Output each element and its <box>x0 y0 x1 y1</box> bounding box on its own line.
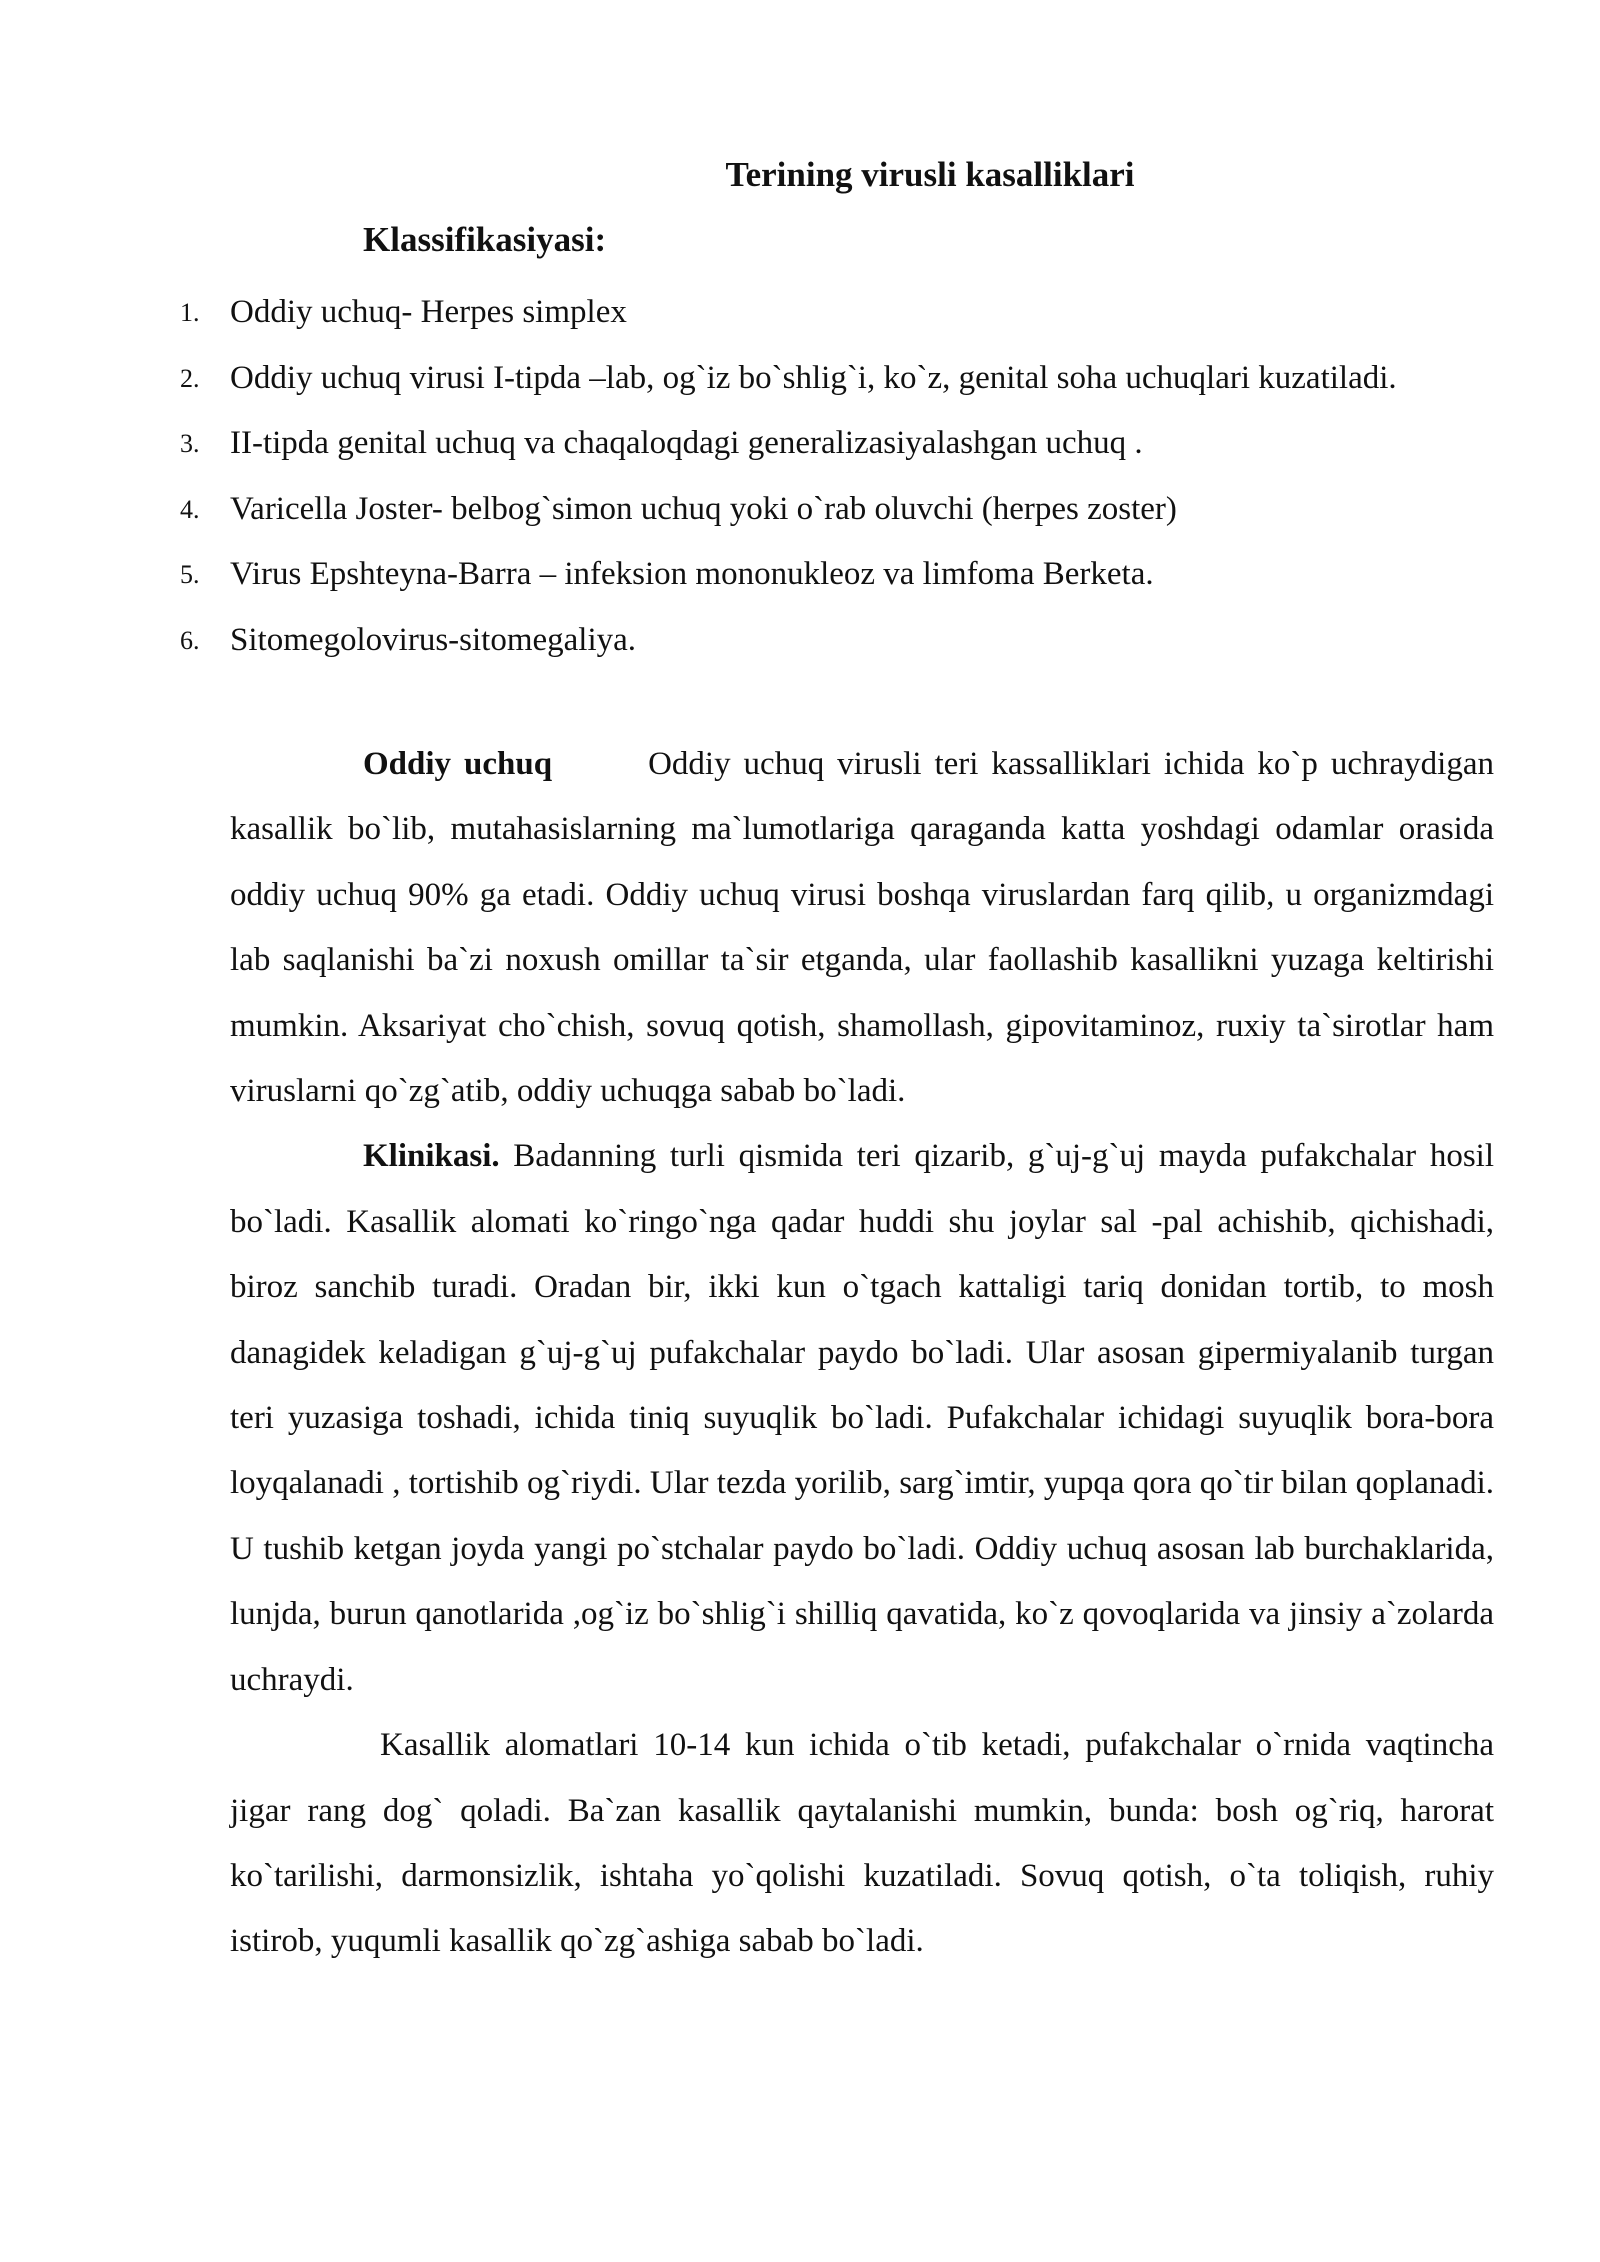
paragraph-text: Badanning turli qismida teri qizarib, g`uj-g`uj mayda pufakchalar hosil bo`ladi. Kasallik alomati ko`ringo`nga qadar huddi shu joylar sal -pal achishib, qichishadi, biroz sanchib turadi. Oradan bir, ikki kun o`tgach kattaligi tariq donidan tortib, to mosh danagidek keladigan g`uj-g`uj pufakchalar paydo bo`ladi. Ular asosan gipermiyalanib turgan teri yuzasiga toshadi, ichida tiniq suyuqlik bo`ladi. Pufakchalar ichidagi suyuqlik bora-bora loyqalanadi , tortishib og`riydi. Ular tezda yorilib, sarg`imtir, yupqa qora qo`tir bilan qoplanadi. U tushib ketgan joyda yangi po`stchalar paydo bo`ladi. Oddiy uchuq asosan lab burchaklarida, lunjda, burun qanotlarida ,og`iz bo`shlig`i shilliq qavatida, ko`z qovoqlarida va jinsiy a`zolarda uchraydi. <box>230 1138 1494 1698</box>
list-item <box>0 542 1600 608</box>
list-item-text: Varicella Joster- belbog`simon uchuq yoki o`rab oluvchi (herpes zoster) <box>230 490 1177 527</box>
list-item-number: 2. <box>180 363 200 393</box>
list-item-number: 1. <box>180 298 200 327</box>
classification-heading: Klassifikasiyasi: <box>363 220 607 259</box>
paragraph-oddiy-uchuq <box>230 732 1494 1124</box>
list-item <box>0 411 1600 477</box>
classification-list <box>0 280 1600 673</box>
paragraph-klinikasi <box>230 1124 1494 1713</box>
list-item <box>0 346 1600 412</box>
list-item-text: Oddiy uchuq virusi I-tipda –lab, og`iz bo`shlig`i, ko`z, genital soha uchuqlari kuzatiladi. <box>230 359 1397 396</box>
list-item-number: 4. <box>180 494 200 524</box>
list-item-number: 5. <box>180 560 200 589</box>
list-item <box>0 608 1600 674</box>
list-item <box>0 280 1600 346</box>
list-item-text: Virus Epshteyna-Barra – infeksion mononukleoz va limfoma Berketa. <box>230 556 1154 592</box>
paragraph-text: Oddiy uchuq virusli teri kassalliklari ichida ko`p uchraydigan kasallik bo`lib, mutahasislarning ma`lumotlariga qaraganda katta yoshdagi odamlar orasida oddiy uchuq 90% ga etadi. Oddiy uchuq virusi boshqa viruslardan farq qilib, u organizmdagi lab saqlanishi ba`zi noxush omillar ta`sir etganda, ular faollashib kasallikni yuzaga keltirishi mumkin. Aksariyat cho`chish, sovuq qotish, shamollash, gipovitaminoz, ruxiy ta`sirotlar ham viruslarni qo`zg`atib, oddiy uchuqga sabab bo`ladi. <box>230 746 1494 1110</box>
list-item-text: II-tipda genital uchuq va chaqaloqdagi generalizasiyalashgan uchuq . <box>230 425 1143 461</box>
paragraph-lead: Klinikasi. <box>363 1138 500 1175</box>
list-item-number: 3. <box>180 429 200 458</box>
paragraph-text: Kasallik alomatlari 10-14 kun ichida o`tib ketadi, pufakchalar o`rnida vaqtincha jigar rang dog` qoladi. Ba`zan kasallik qaytalanishi mumkin, bunda: bosh og`riq, harorat ko`tarilishi, darmonsizlik, ishtaha yo`qolishi kuzatiladi. Sovuq qotish, o`ta toliqish, ruhiy istirob, yuqumli kasallik qo`zg`ashiga sabab bo`ladi. <box>230 1727 1494 1960</box>
list-item-text: Oddiy uchuq- Herpes simplex <box>230 294 627 330</box>
list-item-number: 6. <box>180 625 200 655</box>
paragraph-kasallik-alomatlari <box>230 1713 1494 1975</box>
body-text <box>230 732 1494 1975</box>
paragraph-lead: Oddiy uchuq <box>363 746 553 782</box>
list-item <box>0 477 1600 543</box>
list-item-text: Sitomegolovirus-sitomegaliya. <box>230 621 637 658</box>
document-title: Terining virusli kasalliklari <box>725 155 1135 194</box>
